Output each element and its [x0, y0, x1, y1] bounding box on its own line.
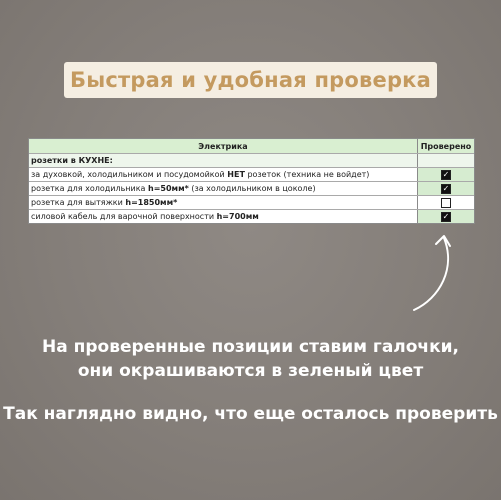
- caption-line-1: На проверенные позиции ставим галочки,: [41, 337, 459, 357]
- table-row: [29, 196, 474, 210]
- section-row: [29, 154, 474, 168]
- banner-title-text: Быстрая и удобная проверка: [69, 68, 431, 92]
- table-row: [29, 210, 474, 223]
- row-text: за духовкой, холодильником и посудомойкой НЕТ розеток (техника не войдет): [29, 168, 418, 181]
- section-label: розетки в КУХНЕ:: [29, 154, 418, 167]
- row-text: силовой кабель для варочной поверхности h=700мм: [29, 210, 418, 223]
- checklist-table: [28, 138, 475, 224]
- header-checked: Проверено: [420, 141, 472, 151]
- caption-line-3: Так наглядно видно, что еще осталось проверить: [3, 404, 498, 424]
- banner-title: [64, 62, 437, 98]
- table-row: [29, 182, 474, 196]
- checkbox-checked-icon[interactable]: ✓: [442, 169, 450, 179]
- caption-block: [0, 335, 501, 383]
- table-header: [29, 139, 474, 154]
- checkbox-empty-icon[interactable]: [441, 198, 451, 208]
- row-text: розетка для холодильника h=50мм* (за холодильником в цоколе): [29, 182, 418, 195]
- row-text: розетка для вытяжки h=1850мм*: [29, 196, 418, 209]
- checkbox-checked-icon[interactable]: ✓: [442, 183, 450, 193]
- checkbox-checked-icon[interactable]: ✓: [442, 211, 450, 221]
- table-row: [29, 168, 474, 182]
- header-electrics: Электрика: [29, 139, 418, 153]
- caption-line-2: они окрашиваются в зеленый цвет: [77, 361, 424, 381]
- arrow-up-icon: [400, 228, 460, 318]
